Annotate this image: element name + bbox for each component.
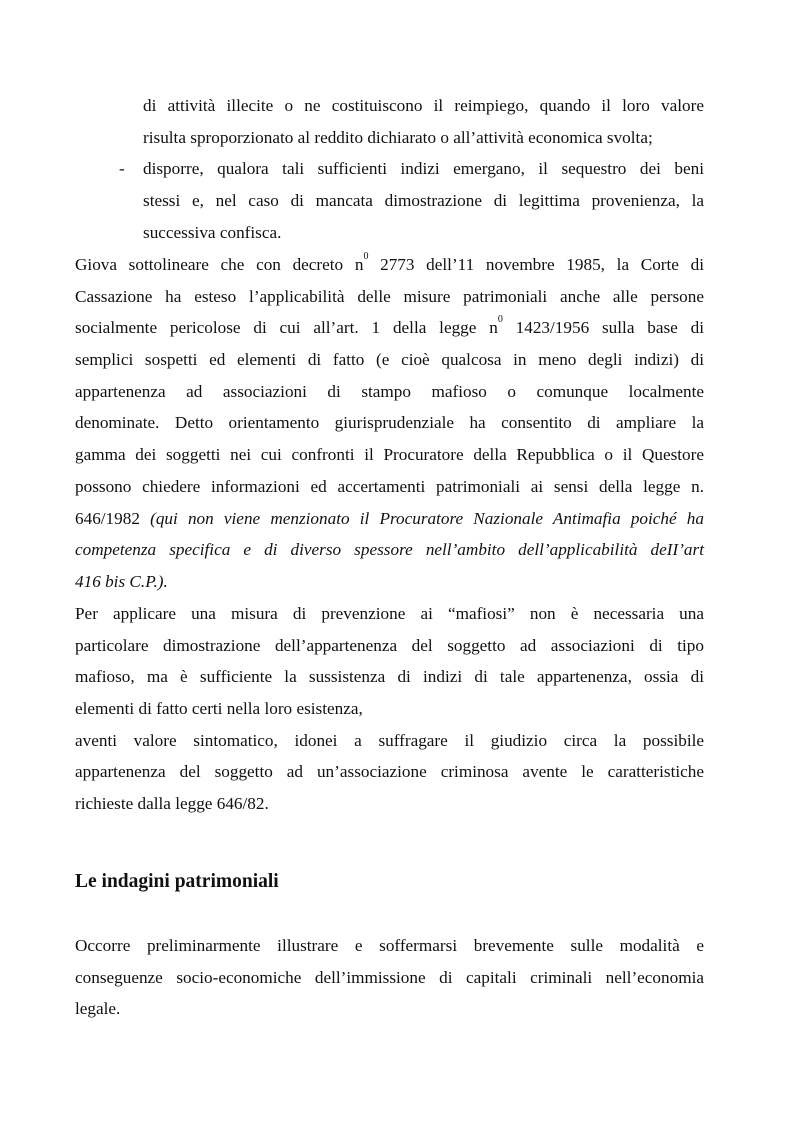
paragraph-line: appartenenza del soggetto ad un’associazione criminosa avente le caratteristiche — [75, 762, 704, 782]
paragraph-line: socialmente pericolose di cui all’art. 1 della legge $n^0$ 1423/1956 sulla base di — [75, 314, 704, 338]
list-tail — [75, 90, 704, 248]
paragraph-line: mafioso, ma è sufficiente la sussistenza di indizi di tale appartenenza, ossia di — [75, 667, 704, 687]
list-item — [75, 153, 704, 185]
italic-note: (qui non viene menzionato il Procuratore Nazionale Antimafia poiché ha — [150, 508, 704, 528]
paragraph-2 — [75, 598, 704, 820]
paragraph-line: legale. — [75, 999, 121, 1019]
paragraph-line: 646/1982 (qui non viene menzionato il Procuratore Nazionale Antimafia poiché ha — [75, 508, 704, 528]
superscript-degree: 0 — [497, 314, 503, 326]
list-item-line: disporre, qualora tali sufficienti indizi emergano, il sequestro dei beni — [143, 159, 704, 179]
list-bullet: - — [119, 159, 125, 179]
paragraph-line: Per applicare una misura di prevenzione ai “mafiosi” non è necessaria una — [75, 604, 704, 623]
paragraph-line: semplici sospetti ed elementi di fatto (e cioè qualcosa in meno degli indizi) di — [75, 350, 704, 370]
paragraph-line: particolare dimostrazione dell’appartenenza del soggetto ad associazioni di tipo — [75, 635, 704, 655]
paragraph-line: denominate. Detto orientamento giurisprudenziale ha consentito di ampliare la — [75, 413, 704, 433]
list-item-line: di attività illecite o ne costituiscono il reimpiego, quando il loro valore — [143, 96, 704, 115]
paragraph-line: elementi di fatto certi nella loro esistenza, — [75, 699, 363, 719]
paragraph-line: conseguenze socio-economiche dell’immissione di capitali criminali nell’economia — [75, 967, 704, 987]
paragraph-1 — [75, 249, 704, 598]
list-item-line: risulta sproporzionato al reddito dichiarato o all’attività economica svolta; — [143, 127, 653, 147]
paragraph-line: Cassazione ha esteso l’applicabilità delle misure patrimoniali anche alle persone — [75, 286, 704, 306]
paragraph-3 — [75, 930, 704, 1025]
italic-note: competenza specifica e di diverso spessore nell’ambito dell’applicabilità deII’art — [75, 540, 704, 560]
paragraph-line: Occorre preliminarmente illustrare e soffermarsi brevemente sulle modalità e — [75, 936, 704, 955]
superscript-degree: 0 — [363, 251, 369, 262]
paragraph-line: possono chiedere informazioni ed accertamenti patrimoniali ai sensi della legge n. — [75, 476, 704, 496]
italic-note: 416 bis C.P.). — [75, 571, 168, 591]
paragraph-line: aventi valore sintomatico, idonei a suffragare il giudizio circa la possibile — [75, 730, 704, 750]
paragraph-line: appartenenza ad associazioni di stampo mafioso o comunque localmente — [75, 381, 704, 401]
paragraph-line: Giova sottolineare che con decreto $n^0$ 2773 dell’11 novembre 1985, la Corte di — [75, 251, 704, 274]
section-heading: Le indagini patrimoniali — [75, 871, 279, 892]
list-item-line: successiva confisca. — [143, 222, 282, 242]
list-item-line: stessi e, nel caso di mancata dimostrazione di legittima provenienza, la — [143, 191, 704, 211]
paragraph-line: gamma dei soggetti nei cui confronti il Procuratore della Repubblica o il Questore — [75, 445, 704, 465]
paragraph-line: richieste dalla legge 646/82. — [75, 794, 269, 814]
